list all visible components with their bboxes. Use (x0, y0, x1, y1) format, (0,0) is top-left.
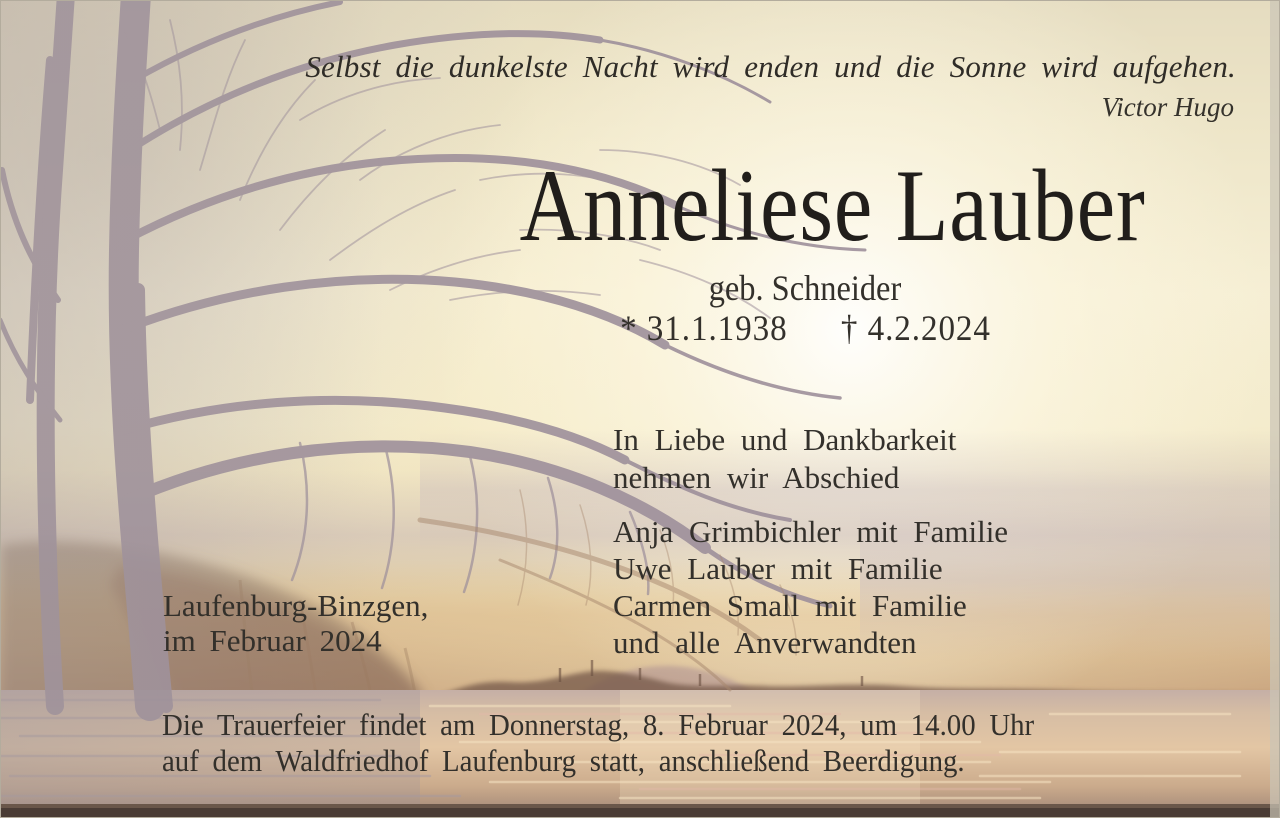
mourner-row: Anja Grimbichler mit Familie (613, 514, 1009, 549)
death-date: 4.2.2024 (867, 308, 991, 348)
place-and-date (163, 588, 428, 658)
death-symbol-cross: † (840, 308, 858, 348)
birth-date: 31.1.1938 (646, 308, 788, 348)
farewell-line: nehmen wir Abschied (613, 460, 900, 495)
bottom-strip (0, 804, 1280, 808)
birth-name (460, 268, 1150, 308)
mourner-row: Carmen Small mit Familie (613, 588, 967, 623)
farewell-text (613, 421, 956, 497)
memorial-quote: Selbst die dunkelste Nacht wird enden und die Sonne wird aufgehen. (305, 49, 1236, 84)
place-line: Laufenburg-Binzgen, (163, 588, 429, 623)
mourners-list (613, 513, 1008, 661)
funeral-line: Die Trauerfeier findet am Donnerstag, 8. Februar 2024, um 14.00 Uhr (162, 707, 1035, 742)
funeral-info (162, 707, 1034, 779)
quote-attribution: Victor Hugo (1101, 92, 1234, 122)
life-dates (460, 308, 1150, 348)
mourner-row: Uwe Lauber mit Familie (613, 551, 943, 586)
deceased-name-text: Anneliese Lauber (519, 149, 1146, 263)
birth-symbol-star: * (619, 308, 638, 348)
farewell-line: In Liebe und Dankbarkeit (613, 422, 957, 457)
mourner-row: und alle Anverwandten (613, 625, 917, 660)
deceased-name (460, 151, 1150, 261)
funeral-line: auf dem Waldfriedhof Laufenburg statt, anschließend Beerdigung. (162, 743, 965, 778)
place-line: im Februar 2024 (163, 623, 382, 658)
birth-name-text: geb. Schneider (708, 268, 902, 308)
